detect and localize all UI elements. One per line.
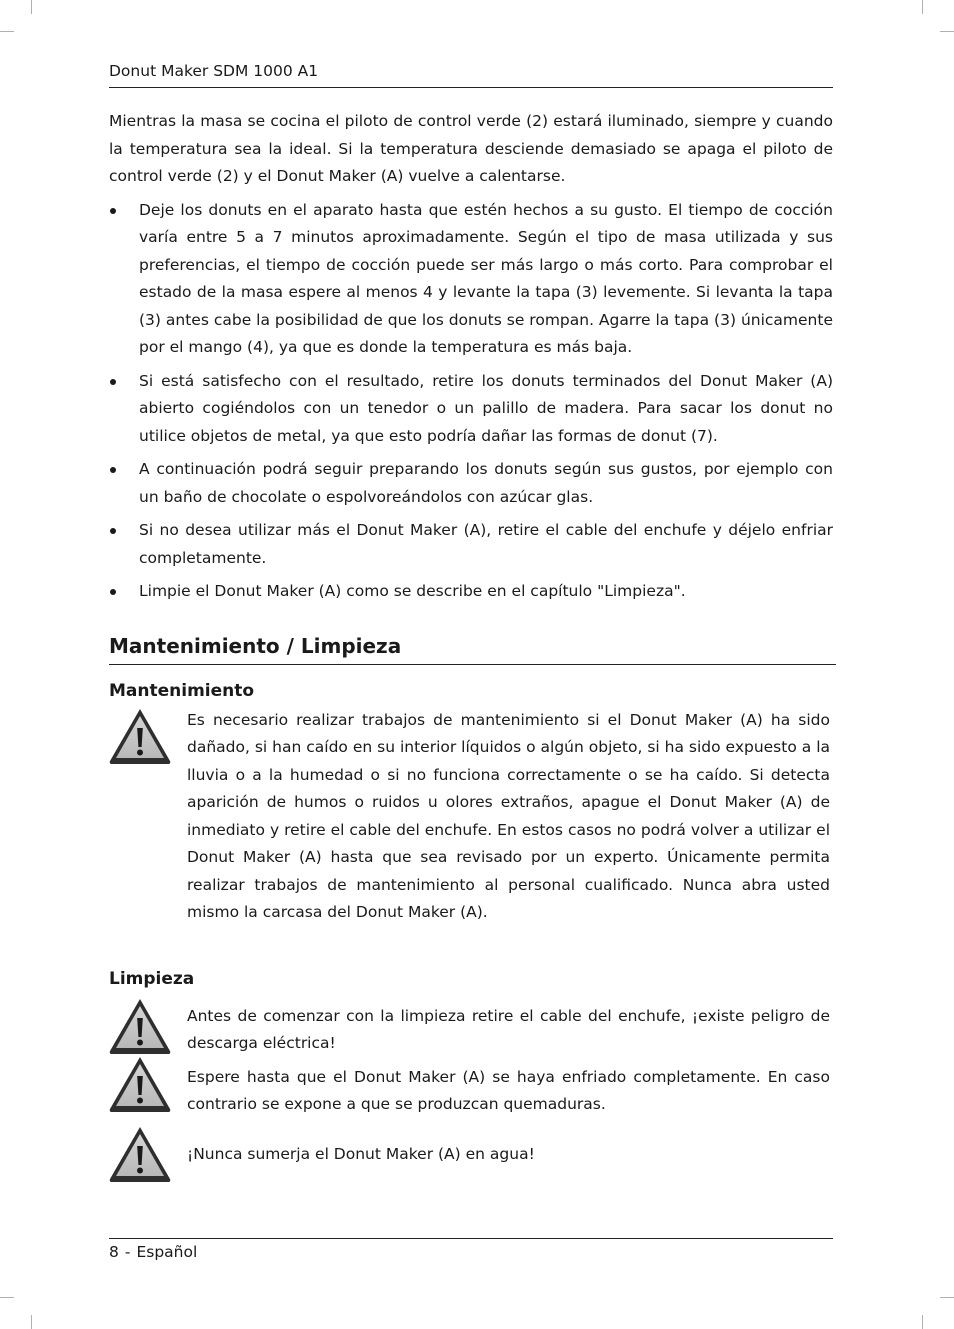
bullet-icon (110, 589, 116, 595)
warning-triangle-icon (109, 997, 171, 1055)
warning-triangle-icon (109, 707, 171, 765)
list-item: Deje los donuts en el aparato hasta que estén hechos a su gusto. El tiempo de cocción varía entre 5 a 7 minutos aproximadamente. Según el tipo de masa utilizada y sus preferencias, el tiempo de cocción puede ser más largo o más corto. Para comprobar el estado de la masa espere al menos 4 y levante la tapa (3) levemente. Si levanta la tapa (3) antes cabe la posibilidad de que los donuts se rompan. Agarre la tapa (3) únicamente por el mango (4), ya que es donde la temperatura es más baja. (109, 197, 833, 362)
maintenance-heading: Mantenimiento (109, 680, 255, 701)
bullet-icon (110, 528, 116, 534)
cleaning-warning (109, 1141, 833, 1169)
cleaning-heading: Limpieza (109, 968, 195, 989)
section-title: Mantenimiento / Limpieza (109, 634, 836, 665)
instruction-list (109, 197, 833, 606)
crop-mark (922, 1315, 923, 1329)
intro-paragraph: Mientras la masa se cocina el piloto de control verde (2) estará iluminado, siempre y cuando la temperatura sea la ideal. Si la temperatura desciende demasiado se apaga el piloto de control verde (2) y el Donut Maker (A) vuelve a calentarse. (109, 112, 833, 185)
list-item: Si no desea utilizar más el Donut Maker (A), retire el cable del enchufe y déjelo enfriar completamente. (109, 517, 833, 572)
list-item: A continuación podrá seguir preparando los donuts según sus gustos, por ejemplo con un baño de chocolate o espolvoreándolos con azúcar glas. (109, 456, 833, 511)
page-header (109, 62, 833, 88)
page-number: 8 (109, 1243, 119, 1261)
footer-language: Español (136, 1243, 198, 1261)
list-item: Si está satisfecho con el resultado, retire los donuts terminados del Donut Maker (A) abierto cogiéndolos con un tenedor o un palillo de madera. Para sacar los donut no utilice objetos de metal, ya que esto podría dañar las formas de donut (7). (109, 368, 833, 451)
cleaning-warning-text: ¡Nunca sumerja el Donut Maker (A) en agua! (187, 1144, 535, 1163)
crop-mark (31, 1315, 32, 1329)
bullet-icon (110, 208, 116, 214)
bullet-icon (110, 467, 116, 473)
cleaning-warning-text: Antes de comenzar con la limpieza retire el cable del enchufe, ¡existe peligro de descarga eléctrica! (187, 1006, 830, 1052)
crop-mark (922, 0, 923, 14)
crop-mark (940, 31, 954, 32)
crop-mark (0, 31, 14, 32)
bullet-icon (110, 379, 116, 385)
cleaning-warning (109, 1064, 833, 1119)
maintenance-warning (109, 707, 833, 927)
crop-mark (940, 1297, 954, 1298)
page-footer (109, 1238, 833, 1261)
warning-triangle-icon (109, 1125, 171, 1183)
crop-mark (31, 0, 32, 14)
warning-triangle-icon (109, 1055, 171, 1113)
header-title: Donut Maker SDM 1000 A1 (109, 62, 319, 80)
crop-mark (0, 1297, 14, 1298)
footer-separator: - (124, 1243, 131, 1261)
list-item: Limpie el Donut Maker (A) como se describe en el capítulo "Limpieza". (109, 578, 833, 606)
maintenance-text: Es necesario realizar trabajos de mantenimiento si el Donut Maker (A) ha sido dañado, si han caído en su interior líquidos o algún objeto, si ha sido expuesto a la lluvia o a la humedad o si no funciona correctamente o se ha caído. Si detecta aparición de humos o ruidos u olores extraños, apague el Donut Maker (A) de inmediato y retire el cable del enchufe. En estos casos no podrá volver a utilizar el Donut Maker (A) hasta que sea revisado por un experto. Únicamente permita realizar trabajos de mantenimiento al personal cualificado. Nunca abra usted mismo la carcasa del Donut Maker (A). (187, 710, 830, 921)
cleaning-warning (109, 1003, 833, 1058)
page-content (109, 108, 833, 1168)
cleaning-warning-text: Espere hasta que el Donut Maker (A) se haya enfriado completamente. En caso contrario se expone a que se produzcan quemaduras. (187, 1067, 830, 1113)
